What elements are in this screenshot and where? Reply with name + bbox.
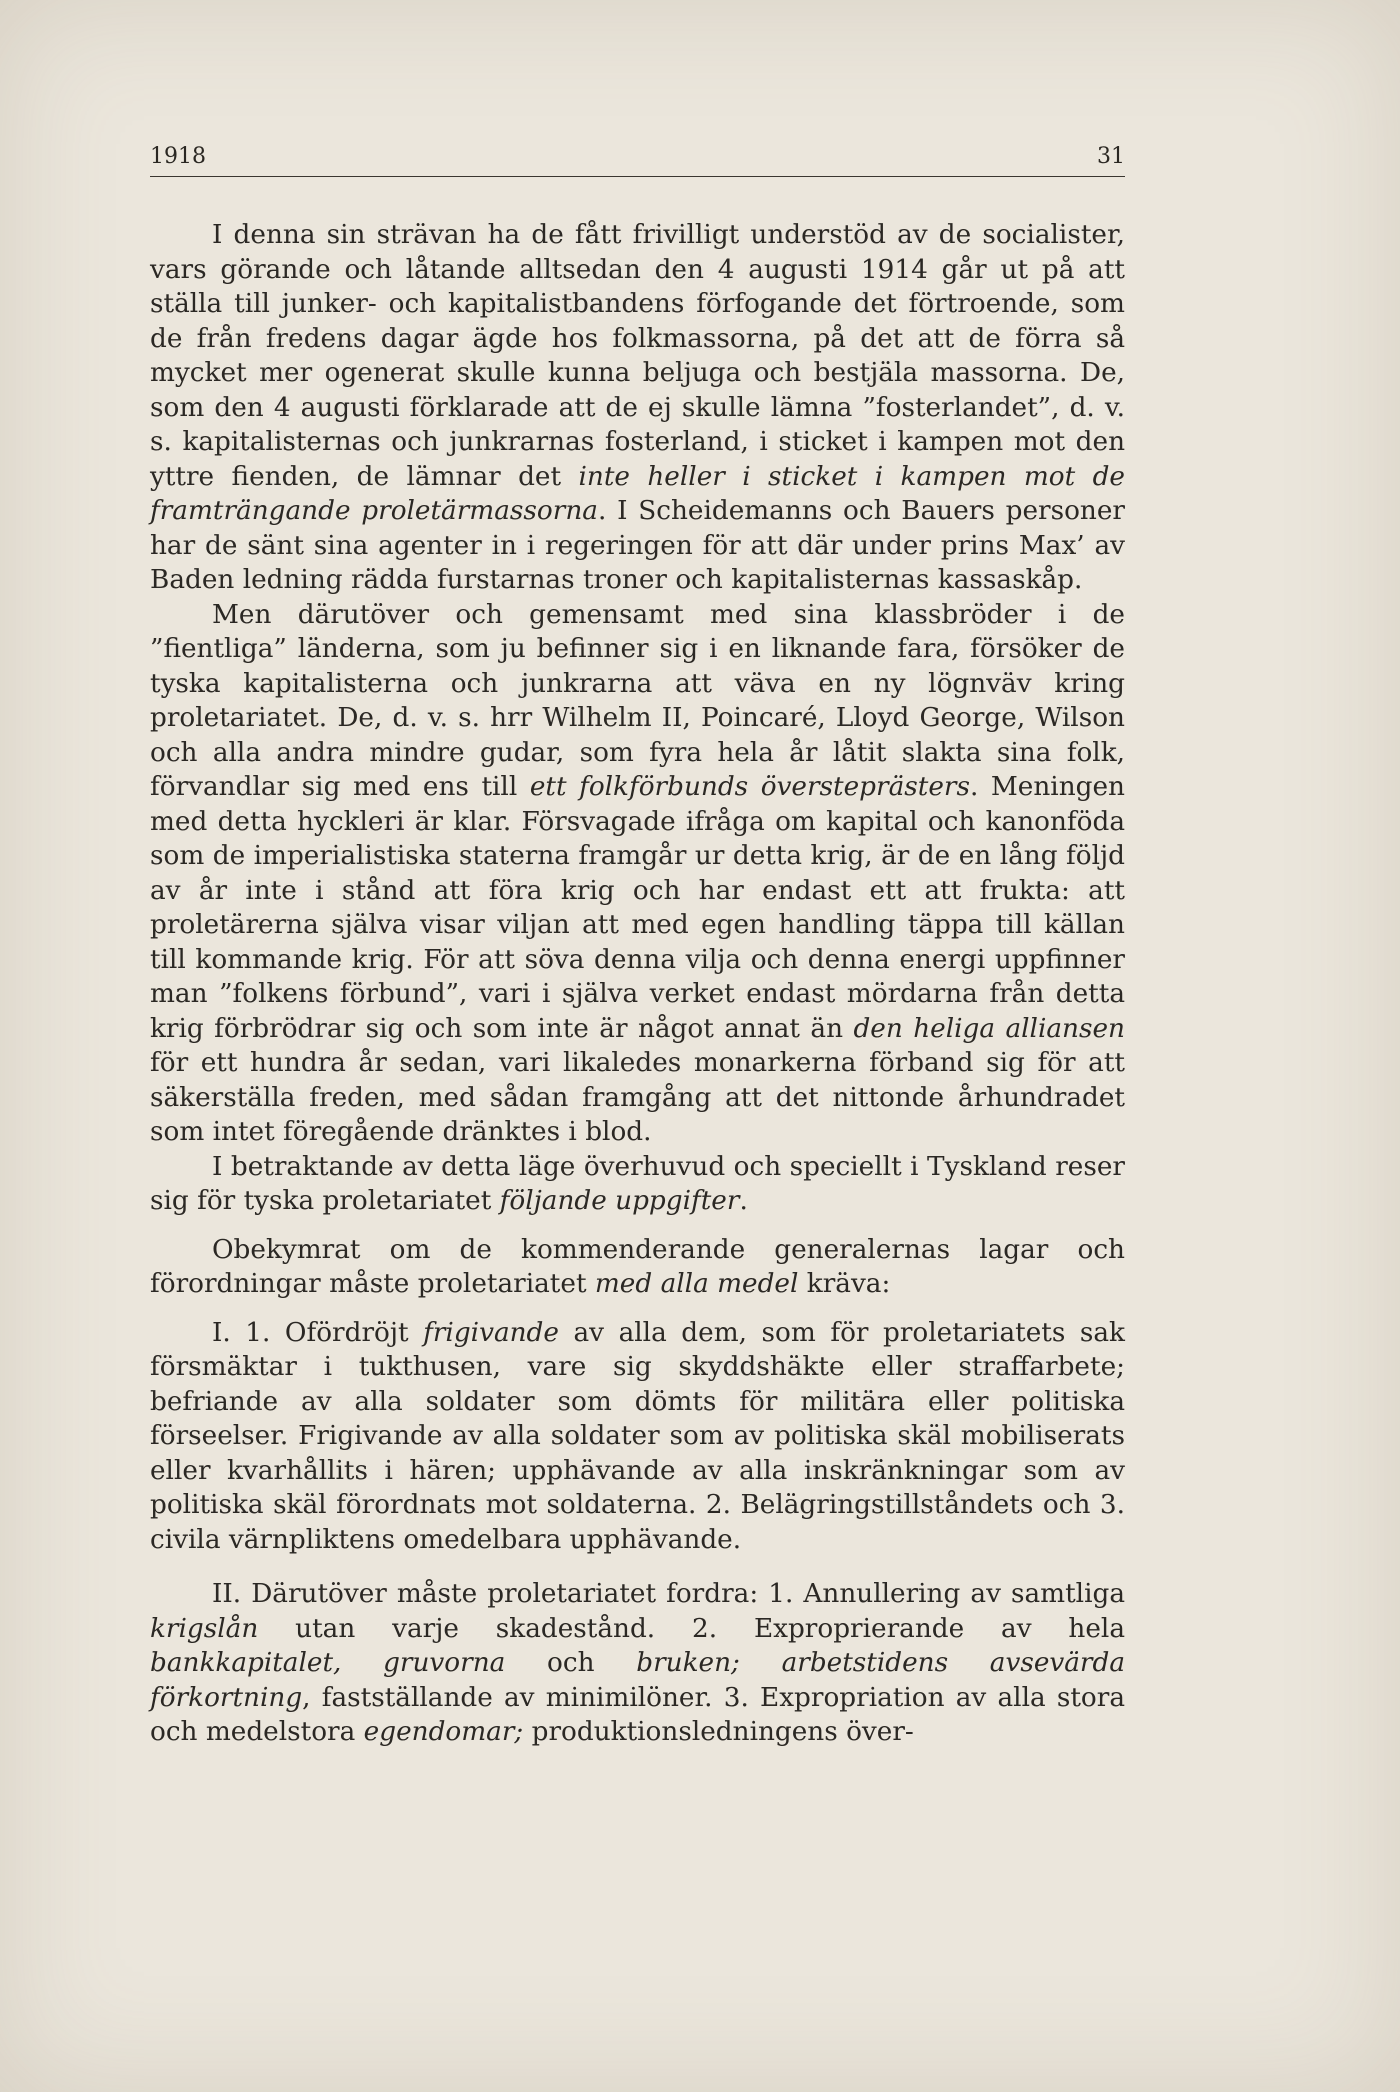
text-run: utan varje skadestånd. 2. Exproprierande av hela [258,1613,1125,1644]
text-run: av alla dem, som för proletariatets sak försmäktar i tukthusen, vare sig skyddshäkte eller straffarbete; befriande av alla soldater som dömts för militära eller politiska förseelser. Frigivande av alla soldater som av politiska skäl mobiliserats eller kvarhållits i hären; upphävande av alla inskränkningar som av politiska skäl förordnats mot soldaterna. 2. Belägringstillståndets och 3. civila värnpliktens omedelbara upphävande. [150,1317,1125,1555]
text-run: och [505,1648,637,1678]
text-run: kräva: [798,1269,891,1299]
body-text [150,218,1125,1750]
text-run: Men därutöver och gemensamt med sina klassbröder i de ”fientliga” länderna, som ju befinner sig i en liknande fara, försöker de tyska kapitalisterna och junkrarna att väva en ny lögnväv kring proletariatet. De, d. v. s. hrr Wilhelm II, Poincaré, Lloyd George, Wilson och alla andra mindre gudar, som fyra hela år låtit slakta sina folk, förvandlar sig med ens till [150,599,1125,802]
emphasis-text: följande uppgifter [499,1186,740,1216]
text-run: , fastställande av minimilöner. 3. Expropriation av alla stora och medelstora [150,1682,1125,1747]
emphasis-text: inte heller i sticket i kampen mot de framträngande proletärmassorna [150,461,1125,526]
paragraph-3 [150,1150,1125,1219]
paragraph-5 [150,1316,1125,1558]
emphasis-text: ett folkförbunds översteprästers [529,772,970,802]
emphasis-text: egendomar; [363,1717,524,1747]
emphasis-text: frigivande [423,1317,559,1348]
text-run: produktionsledningens över- [523,1717,914,1747]
emphasis-text: bruken; arbetstidens avsevärda förkortning [150,1648,1126,1713]
paragraph-1 [150,218,1125,598]
text-run: . [739,1186,748,1216]
text-run: Obekymrat om de kommenderande generalernas lagar och förordningar måste proletariatet [150,1234,1125,1299]
text-run: I. 1. Ofördröjt [212,1317,424,1348]
emphasis-text: krigslån [150,1613,259,1644]
emphasis-text: med alla medel [594,1269,799,1299]
paragraph-2 [150,598,1125,1150]
text-run: . I Scheidemanns och Bauers personer har de sänt sina agenter in i regeringen för att där under prins Max’ av Baden ledning rädda furstarnas troner och kapitalisternas kassaskåp. [150,496,1125,595]
page-number: 31 [1097,144,1125,169]
text-run: I denna sin strävan ha de fått frivilligt understöd av de socialister, vars görande och låtande alltsedan den 4 augusti 1914 går ut på att ställa till junker- och kapitalistbandens förfogande det förtroende, som de från fredens dagar ägde hos folkmassorna, på det att de förra så mycket mer ogenerat skulle kunna beljuga och bestjäla massorna. De, som den 4 augusti förklarade att de ej skulle lämna ”fosterlandet”, d. v. s. kapitalisternas och junkrarnas fosterland, i sticket i kampen mot den yttre fienden, de lämnar det [150,220,1125,492]
emphasis-text: den heliga alliansen [853,1013,1125,1044]
text-run: . Meningen med detta hyckleri är klar. Försvagade ifråga om kapital och kanonföda som de imperialistiska staterna framgår ur detta krig, är de en lång följd av år inte i stånd att föra krig och har endast ett att frukta: att proletärerna själva visar viljan att med egen handling täppa till källan till kommande krig. För att söva denna vilja och denna energi uppfinner man ”folkens förbund”, vari i själva verket endast mördarna från detta krig förbrödrar sig och som inte är något annat än [150,772,1125,1044]
text-run: I betraktande av detta läge överhuvud och speciellt i Tyskland reser sig för tyska proletariatet [150,1151,1125,1216]
paragraph-6 [150,1577,1125,1750]
paragraph-4 [150,1233,1125,1302]
running-header [150,136,1125,177]
header-year: 1918 [150,144,206,169]
text-run: II. Därutöver måste proletariatet fordra: 1. Annullering av samtliga [212,1579,1125,1609]
emphasis-text: bankkapitalet, gruvorna [150,1648,506,1678]
text-run: för ett hundra år sedan, vari likaledes monarkerna förband sig för att säkerställa freden, med sådan framgång att det nittonde århundradet som intet föregående dränktes i blod. [150,1048,1125,1147]
